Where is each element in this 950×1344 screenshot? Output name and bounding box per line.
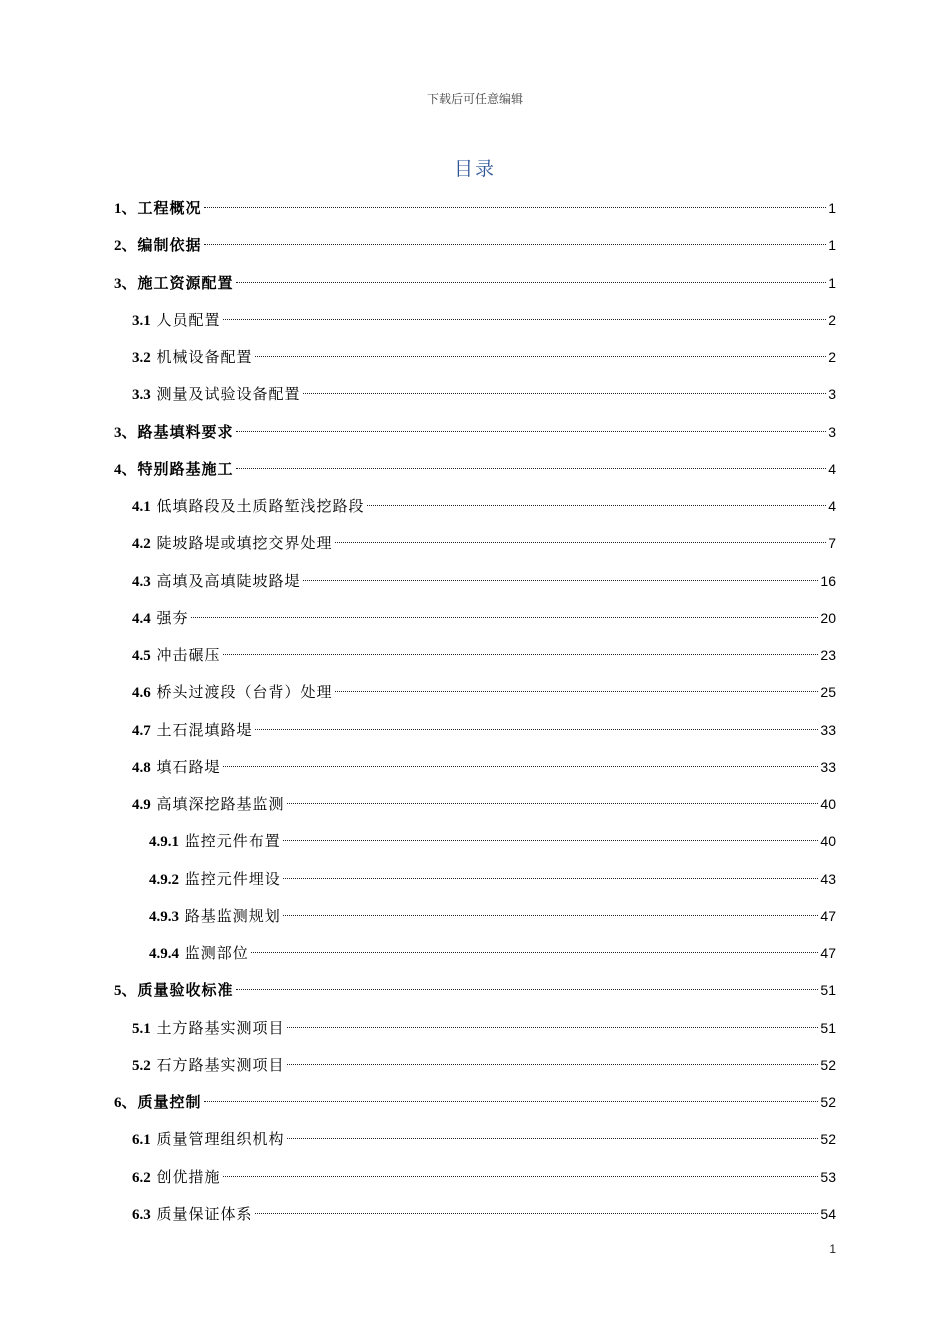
toc-dot-leader bbox=[236, 989, 819, 990]
toc-entry-page: 25 bbox=[820, 684, 836, 701]
toc-entry-title: 低填路段及土质路堑浅挖路段 bbox=[156, 497, 365, 515]
toc-entry-title: 人员配置 bbox=[156, 310, 221, 329]
toc-entry-title: 机械设备配置 bbox=[156, 348, 253, 366]
toc-entry-number: 4.9 bbox=[132, 797, 151, 813]
toc-entry-title: 路基监测规划 bbox=[184, 906, 281, 925]
toc-entry-page: 43 bbox=[820, 870, 836, 887]
toc-entry-title: 质量保证体系 bbox=[156, 1204, 253, 1223]
toc-dot-leader bbox=[287, 1027, 819, 1028]
toc-dot-leader bbox=[204, 207, 827, 208]
toc-entry-title: 路基填料要求 bbox=[137, 422, 234, 441]
toc-entry-text bbox=[132, 1202, 253, 1227]
toc-dot-leader bbox=[255, 729, 819, 730]
toc-title: 目录 bbox=[453, 158, 496, 180]
toc-entry-page: 2 bbox=[828, 349, 836, 365]
toc-entry[interactable] bbox=[114, 457, 836, 494]
toc-dot-leader bbox=[303, 393, 827, 394]
toc-dot-leader bbox=[283, 840, 819, 841]
toc-entry-title: 监控元件埋设 bbox=[184, 869, 281, 888]
toc-entry-number: 3 bbox=[114, 275, 122, 292]
toc-entry-text bbox=[114, 1090, 202, 1115]
toc-entry-number: 4.7 bbox=[132, 722, 151, 739]
toc-entry[interactable] bbox=[114, 718, 836, 755]
toc-entry-title: 高填深挖路基监测 bbox=[156, 795, 285, 813]
toc-entry-text bbox=[132, 1127, 285, 1152]
toc-entry[interactable] bbox=[114, 606, 836, 643]
toc-entry-text bbox=[132, 1016, 285, 1041]
toc-entry-page: 1 bbox=[828, 237, 836, 254]
toc-entry-text bbox=[132, 1053, 285, 1078]
toc-entry-number: 3.1 bbox=[132, 312, 151, 329]
toc-entry-title: 土石混填路堤 bbox=[156, 720, 253, 739]
toc-entry-text bbox=[132, 606, 189, 631]
toc-entry-number: 5.1 bbox=[132, 1020, 151, 1037]
toc-entry-page: 20 bbox=[820, 609, 836, 626]
toc-dot-leader bbox=[236, 468, 827, 469]
toc-entry-number: 1 bbox=[114, 201, 122, 217]
toc-entry-text bbox=[149, 941, 249, 966]
toc-entry-number: 4.1 bbox=[132, 499, 151, 515]
toc-entry-page: 3 bbox=[828, 386, 836, 403]
toc-entry-page: 4 bbox=[828, 460, 836, 477]
toc-entry-text bbox=[114, 196, 202, 221]
toc-entry[interactable] bbox=[114, 792, 836, 829]
toc-entry-number: 6.3 bbox=[132, 1206, 151, 1223]
toc-entry-number: 4.5 bbox=[132, 648, 151, 664]
toc-entry-page: 52 bbox=[820, 1094, 836, 1110]
toc-entry-title: 质量验收标准 bbox=[137, 981, 234, 1000]
toc-entry-page: 54 bbox=[820, 1205, 836, 1222]
toc-dot-leader bbox=[236, 282, 827, 283]
toc-entry[interactable] bbox=[114, 494, 836, 531]
toc-entry-text bbox=[132, 1165, 221, 1190]
toc-entry-page: 1 bbox=[828, 274, 836, 291]
toc-entry-number: 6.1 bbox=[132, 1132, 151, 1149]
toc-entry-text bbox=[132, 569, 301, 594]
toc-entry-page: 2 bbox=[828, 311, 836, 328]
toc-entry-text bbox=[132, 308, 221, 333]
toc-entry-number: 3 bbox=[114, 424, 122, 441]
toc-dot-leader bbox=[287, 1064, 819, 1065]
table-of-contents bbox=[114, 196, 836, 1239]
toc-entry-page: 1 bbox=[828, 200, 836, 216]
toc-entry-title: 特别路基施工 bbox=[137, 459, 234, 478]
toc-entry-title: 高填及高填陡坡路堤 bbox=[156, 571, 301, 590]
toc-entry-number: 4.8 bbox=[132, 759, 151, 776]
toc-entry-title: 编制依据 bbox=[137, 236, 202, 255]
toc-entry[interactable] bbox=[114, 978, 836, 1015]
toc-entry-title: 石方路基实测项目 bbox=[156, 1055, 285, 1074]
toc-entry-text bbox=[149, 904, 281, 929]
toc-entry-number: 4.2 bbox=[132, 536, 151, 553]
toc-entry-page: 53 bbox=[820, 1168, 836, 1185]
toc-entry-page: 40 bbox=[820, 796, 836, 812]
toc-entry-page: 40 bbox=[820, 833, 836, 850]
toc-entry-number: 4.3 bbox=[132, 573, 151, 590]
toc-entry[interactable] bbox=[114, 680, 836, 717]
toc-entry-number: 5.2 bbox=[132, 1057, 151, 1074]
toc-entry-separator: 、 bbox=[121, 236, 138, 255]
toc-entry[interactable] bbox=[114, 233, 836, 270]
toc-entry-title: 质量控制 bbox=[137, 1093, 202, 1111]
toc-entry-title: 监控元件布置 bbox=[184, 832, 281, 851]
toc-entry-page: 52 bbox=[820, 1131, 836, 1148]
toc-entry-page: 47 bbox=[820, 945, 836, 961]
toc-dot-leader bbox=[223, 654, 819, 655]
toc-entry-title: 土方路基实测项目 bbox=[156, 1018, 285, 1037]
toc-entry[interactable] bbox=[114, 382, 836, 419]
toc-entry-page: 51 bbox=[820, 1019, 836, 1036]
toc-entry[interactable] bbox=[114, 904, 836, 941]
toc-entry-number: 4 bbox=[114, 461, 122, 478]
toc-entry-number: 4.9.3 bbox=[149, 908, 179, 925]
toc-entry-number: 6 bbox=[114, 1095, 122, 1111]
toc-entry[interactable] bbox=[114, 1016, 836, 1053]
toc-entry-text bbox=[114, 271, 234, 296]
toc-entry-number: 4.9.4 bbox=[149, 946, 179, 962]
toc-entry[interactable] bbox=[114, 867, 836, 904]
toc-entry-text bbox=[132, 345, 253, 370]
toc-entry-title: 监测部位 bbox=[184, 944, 249, 962]
toc-entry-page: 3 bbox=[828, 423, 836, 440]
toc-dot-leader bbox=[204, 1101, 819, 1102]
toc-dot-leader bbox=[223, 1176, 819, 1177]
toc-entry-page: 47 bbox=[820, 907, 836, 924]
toc-entry[interactable] bbox=[114, 271, 836, 308]
toc-entry-text bbox=[132, 494, 365, 519]
toc-dot-leader bbox=[204, 244, 827, 245]
toc-dot-leader bbox=[283, 878, 819, 879]
toc-entry-page: 16 bbox=[820, 572, 836, 589]
toc-entry-separator: 、 bbox=[121, 199, 138, 217]
toc-entry-title: 工程概况 bbox=[137, 199, 202, 217]
toc-dot-leader bbox=[223, 766, 819, 767]
toc-entry-page: 33 bbox=[820, 721, 836, 738]
toc-dot-leader bbox=[287, 803, 819, 804]
toc-dot-leader bbox=[335, 542, 827, 543]
toc-entry[interactable] bbox=[114, 1127, 836, 1164]
toc-entry-title: 桥头过渡段（台背）处理 bbox=[156, 683, 333, 702]
toc-entry-text bbox=[114, 233, 202, 258]
toc-entry-text bbox=[114, 457, 234, 482]
toc-dot-leader bbox=[287, 1138, 819, 1139]
toc-entry-page: 52 bbox=[820, 1056, 836, 1073]
toc-entry-title: 强夯 bbox=[156, 608, 189, 627]
toc-entry-title: 陡坡路堤或填挖交界处理 bbox=[156, 534, 333, 553]
toc-entry-number: 2 bbox=[114, 238, 122, 255]
toc-entry[interactable] bbox=[114, 196, 836, 233]
toc-entry[interactable] bbox=[114, 569, 836, 606]
toc-entry-page: 33 bbox=[820, 758, 836, 775]
toc-dot-leader bbox=[367, 505, 827, 506]
toc-dot-leader bbox=[251, 952, 819, 953]
toc-entry-title: 质量管理组织机构 bbox=[156, 1130, 285, 1149]
toc-entry-title: 冲击碾压 bbox=[156, 646, 221, 664]
toc-entry-title: 施工资源配置 bbox=[137, 273, 234, 292]
toc-dot-leader bbox=[191, 617, 819, 618]
toc-entry-text bbox=[132, 643, 221, 668]
toc-entry-text bbox=[132, 718, 253, 743]
toc-entry-title: 测量及试验设备配置 bbox=[156, 385, 301, 404]
page-number: 1 bbox=[829, 1242, 836, 1256]
toc-entry-text bbox=[114, 420, 234, 445]
toc-entry-number: 3.3 bbox=[132, 387, 151, 404]
toc-entry[interactable] bbox=[114, 345, 836, 382]
toc-entry-number: 4.4 bbox=[132, 610, 151, 627]
toc-entry-number: 4.9.2 bbox=[149, 871, 179, 888]
toc-entry[interactable] bbox=[114, 531, 836, 568]
toc-entry-page: 4 bbox=[828, 498, 836, 514]
toc-entry[interactable] bbox=[114, 308, 836, 345]
toc-entry[interactable] bbox=[114, 1202, 836, 1239]
toc-dot-leader bbox=[255, 356, 827, 357]
toc-entry-text bbox=[132, 531, 333, 556]
toc-entry-separator: 、 bbox=[121, 273, 138, 292]
toc-entry-separator: 、 bbox=[121, 459, 138, 478]
toc-entry-page: 7 bbox=[828, 535, 836, 552]
toc-dot-leader bbox=[255, 1213, 819, 1214]
toc-entry[interactable] bbox=[114, 420, 836, 457]
toc-dot-leader bbox=[223, 319, 827, 320]
toc-entry-text bbox=[149, 867, 281, 892]
toc-entry-text bbox=[132, 755, 221, 780]
toc-entry-page: 51 bbox=[820, 982, 836, 999]
toc-entry[interactable] bbox=[114, 829, 836, 866]
header-note: 下载后可任意编辑 bbox=[426, 92, 523, 106]
toc-dot-leader bbox=[335, 691, 819, 692]
toc-entry-number: 5 bbox=[114, 983, 122, 1000]
toc-entry-number: 3.2 bbox=[132, 350, 151, 366]
toc-entry-text bbox=[132, 792, 285, 817]
toc-entry-title: 创优措施 bbox=[156, 1167, 221, 1186]
toc-entry-title: 填石路堤 bbox=[156, 757, 221, 776]
toc-entry[interactable] bbox=[114, 941, 836, 978]
toc-entry-text bbox=[132, 680, 333, 705]
toc-entry-text bbox=[114, 978, 234, 1003]
toc-entry-separator: 、 bbox=[121, 422, 138, 441]
toc-dot-leader bbox=[303, 580, 819, 581]
toc-entry[interactable] bbox=[114, 1090, 836, 1127]
toc-dot-leader bbox=[236, 431, 827, 432]
toc-entry[interactable] bbox=[114, 755, 836, 792]
toc-entry-text bbox=[132, 382, 301, 407]
toc-entry-number: 6.2 bbox=[132, 1169, 151, 1186]
toc-entry[interactable] bbox=[114, 1053, 836, 1090]
toc-entry-text bbox=[149, 829, 281, 854]
toc-entry-separator: 、 bbox=[121, 1093, 138, 1111]
toc-dot-leader bbox=[283, 915, 819, 916]
toc-entry[interactable] bbox=[114, 1165, 836, 1202]
toc-entry[interactable] bbox=[114, 643, 836, 680]
toc-entry-number: 4.6 bbox=[132, 685, 151, 702]
toc-entry-number: 4.9.1 bbox=[149, 834, 179, 851]
toc-entry-page: 23 bbox=[820, 647, 836, 663]
toc-entry-separator: 、 bbox=[121, 981, 138, 1000]
